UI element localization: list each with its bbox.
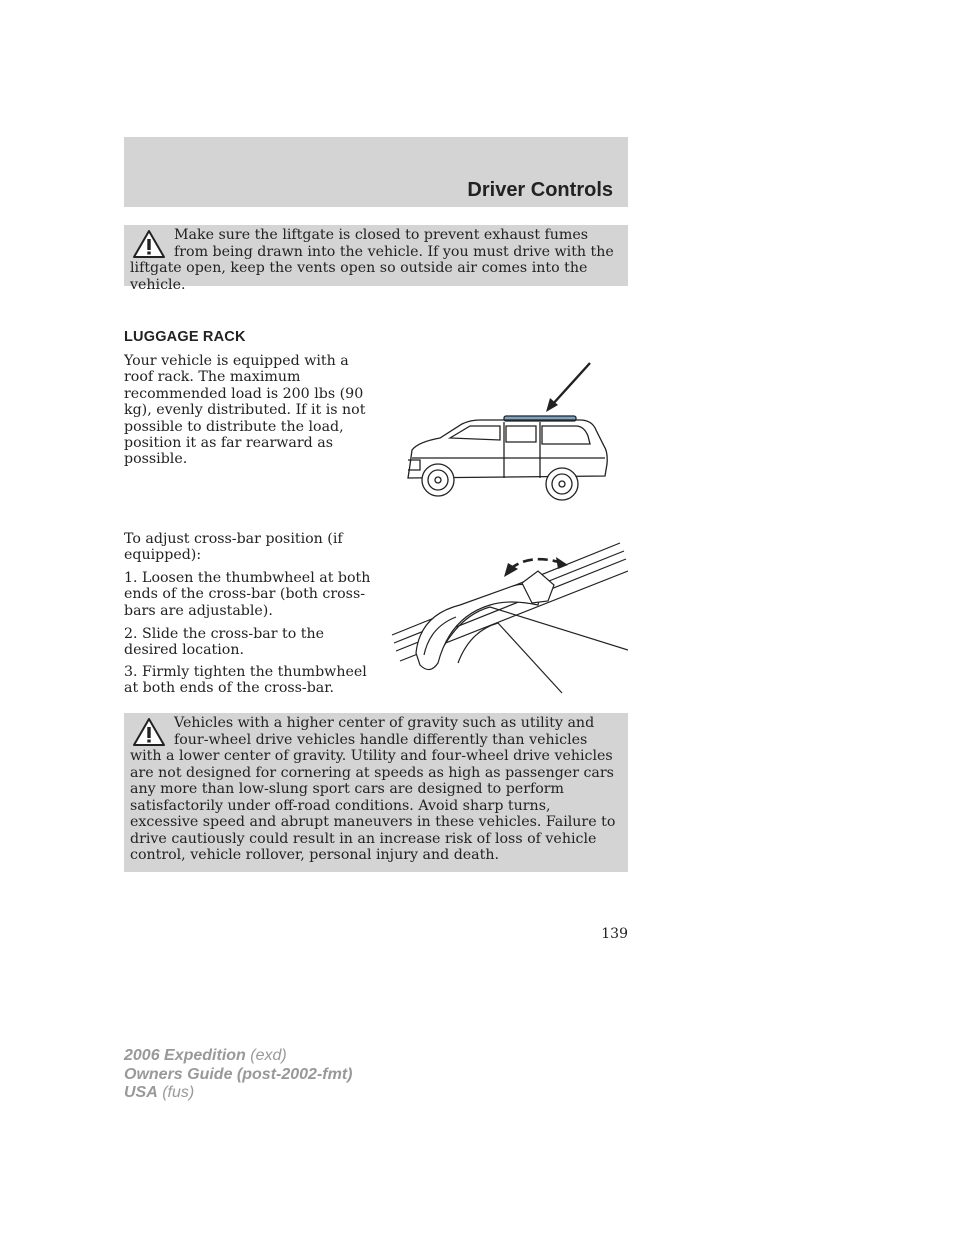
warning-box-exhaust xyxy=(124,225,628,293)
footer-line-3: USA (fus) xyxy=(124,1084,195,1101)
crossbar-thumbwheel-illustration xyxy=(390,535,628,695)
warning-triangle-icon xyxy=(132,717,166,747)
footer-document-info xyxy=(124,1047,352,1103)
vehicle-roof-rack-illustration xyxy=(400,360,628,508)
footer-line-2: Owners Guide (post-2002-fmt) xyxy=(124,1065,353,1083)
paragraph-adjust-intro: To adjust cross-bar position (if equipped): xyxy=(124,531,343,564)
step-2: 2. Slide the cross-bar to the desired location. xyxy=(124,626,325,659)
page-number: 139 xyxy=(601,926,628,942)
step-1: 1. Loosen the thumbwheel at both ends of the cross-bar (both cross-bars are adjustable). xyxy=(124,570,371,619)
paragraph-roof-rack: Your vehicle is equipped with a roof rack. The maximum recommended load is 200 lbs (90 kg), evenly distributed. If it is not possible to distribute the load, position it as far rearward as possible. xyxy=(124,353,366,468)
warning-text: Vehicles with a higher center of gravity such as utility and four-wheel drive vehicles handle differently than vehicles with a lower center of gravity. Utility and four-wheel drive vehicles are not designed for cornering at speeds as high as passenger cars any more than low-slung sport cars are designed to perform satisfactorily under off-road conditions. Avoid sharp turns, excessive speed and abrupt maneuvers in these vehicles. Failure to drive cautiously could result in an increase risk of loss of vehicle control, vehicle rollover, personal injury and death. xyxy=(130,715,616,863)
footer-line-1: 2006 Expedition (exd) xyxy=(124,1047,287,1064)
section-heading: LUGGAGE RACK xyxy=(124,329,246,345)
warning-triangle-icon xyxy=(132,229,166,259)
section-header-bar xyxy=(124,137,628,207)
page-title: Driver Controls xyxy=(467,179,613,201)
warning-text: Make sure the liftgate is closed to prevent exhaust fumes from being drawn into the vehicle. If you must drive with the liftgate open, keep the vents open so outside air comes into the vehicle. xyxy=(130,227,614,293)
warning-box-center-of-gravity xyxy=(124,713,628,872)
step-3: 3. Firmly tighten the thumbwheel at both ends of the cross-bar. xyxy=(124,664,367,697)
